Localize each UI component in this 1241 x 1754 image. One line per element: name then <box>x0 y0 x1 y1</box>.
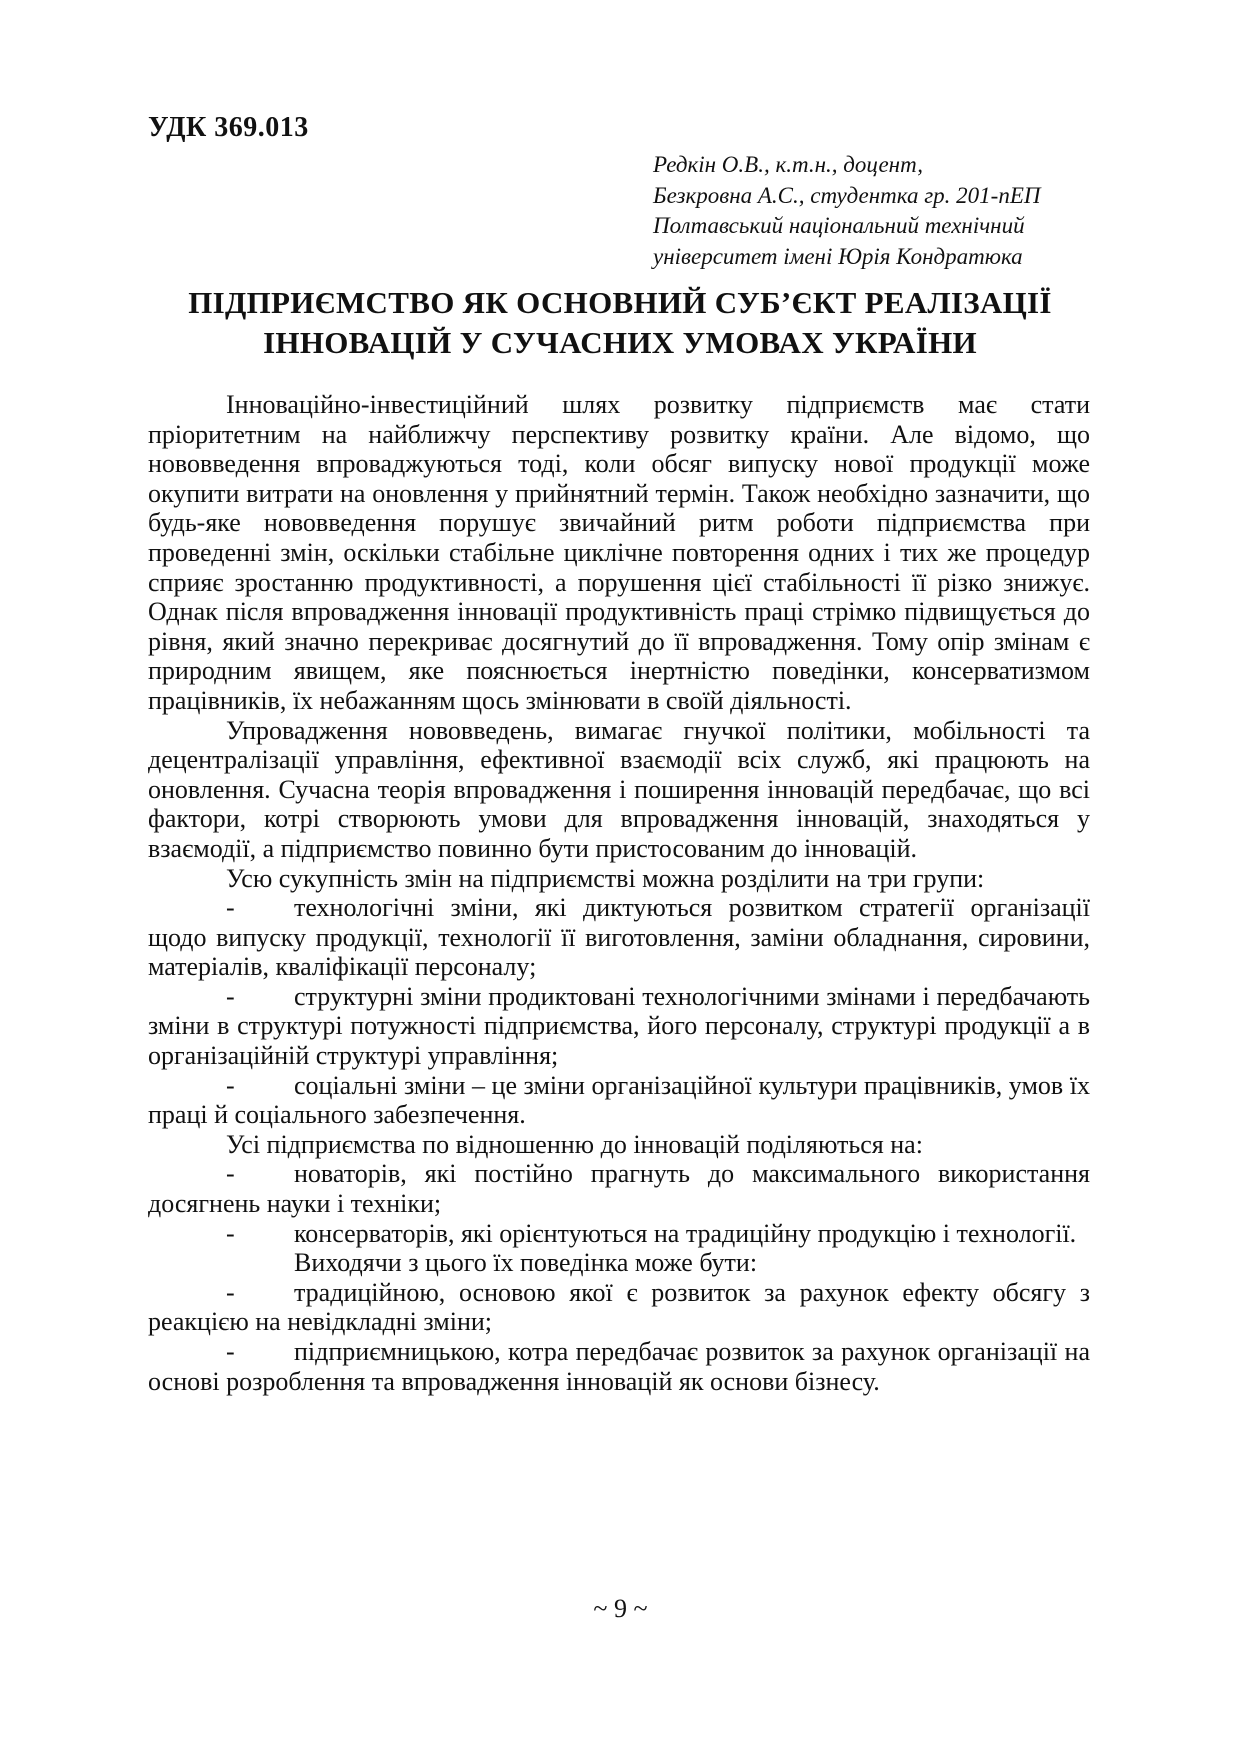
paragraph-1: Інноваційно-інвестиційний шлях розвитку підприємств має стати пріоритетним на найближчу перспективу розвитку країни. Але відомо, що нововведення впроваджуються тоді, коли обсяг випуску нової продукції може окупити витрати на оновлення у прийнятний термін. Також необхідно зазначити, що будь-яке нововведення порушує звичайний ритм роботи підприємства при проведенні змін, оскільки стабільне циклічне повторення одних і тих же процедур сприяє зростанню продуктивності, а порушення цієї стабільності її різко знижує. Однак після впровадження інновації продуктивність праці стрімко підвищується до рівня, який значно перекриває досягнутий до її впровадження. Тому опір змінам є природним явищем, яке пояснюється інертністю поведінки, консерватизмом працівників, їх небажанням щось змінювати в своїй діяльності. <box>148 390 1090 715</box>
paragraph-2: Упровадження нововведень, вимагає гнучкої політики, мобільності та децентралізації управління, ефективної взаємодії всіх служб, які працюють на оновлення. Сучасна теорія впровадження і поширення інновацій передбачає, що всі фактори, котрі створюють умови для впровадження інновацій, знаходяться у взаємодії, а підприємство повинно бути пристосованим до інновацій. <box>148 715 1090 863</box>
list-item-text: технологічні зміни, які диктуються розвитком стратегії організації щодо випуску продукції, технології її виготовлення, заміни обладнання, сировини, матеріалів, кваліфікації персоналу; <box>148 893 1090 982</box>
author-block <box>653 150 1041 272</box>
list-item <box>148 1071 1090 1130</box>
dash-marker: - <box>226 1218 235 1248</box>
paragraph-3: Усю сукупність змін на підприємстві можна розділити на три групи: <box>226 863 985 893</box>
author-line: Безкровна А.С., студентка гр. 201-пЕП <box>653 182 1041 208</box>
affiliation-line: університет імені Юрія Кондратюка <box>653 243 1023 269</box>
dash-marker: - <box>226 981 235 1011</box>
paragraph-5: Виходячи з цього їх поведінка може бути: <box>294 1248 758 1278</box>
list-item <box>148 893 1090 982</box>
list-item-text: новаторів, які постійно прагнуть до максимального використання досягнень науки і техніки; <box>148 1159 1090 1219</box>
dash-marker: - <box>226 1159 235 1189</box>
article-title <box>130 283 1110 363</box>
list-item-text: консерваторів, які орієнтуються на традиційну продукцію і технології. <box>294 1218 1077 1248</box>
dash-marker: - <box>226 1337 235 1366</box>
list-item <box>148 1159 1090 1218</box>
list-item <box>148 1337 1090 1396</box>
list-item <box>148 1219 1090 1249</box>
page-number: ~ 9 ~ <box>593 1594 648 1623</box>
dash-marker: - <box>226 1070 235 1100</box>
list-item-text: соціальні зміни – це зміни організаційної культури працівників, умов їх праці й соціального забезпечення. <box>148 1070 1090 1130</box>
dash-marker: - <box>226 893 235 923</box>
title-line-1: ПІДПРИЄМСТВО ЯК ОСНОВНИЙ СУБ’ЄКТ РЕАЛІЗАЦІЇ <box>188 285 1052 320</box>
list-item-text: підприємницькою, котра передбачає розвиток за рахунок організації на основі розроблення та впровадження інновацій як основи бізнесу. <box>148 1337 1090 1396</box>
dash-marker: - <box>226 1277 235 1307</box>
list-item-text: традиційною, основою якої є розвиток за рахунок ефекту обсягу з реакцією на невідкладні зміни; <box>148 1277 1090 1337</box>
title-line-2: ІННОВАЦІЙ У СУЧАСНИХ УМОВАХ УКРАЇНИ <box>263 325 977 360</box>
list-item <box>148 1278 1090 1337</box>
affiliation-line: Полтавський національний технічний <box>653 213 1025 238</box>
list-item <box>148 982 1090 1071</box>
paragraph-4: Усі підприємства по відношенню до інновацій поділяються на: <box>226 1129 923 1159</box>
udk-code: УДК 369.013 <box>148 112 309 143</box>
article-body <box>148 390 1090 1396</box>
list-item-text: структурні зміни продиктовані технологічними змінами і передбачають зміни в структурі потужності підприємства, його персоналу, структурі продукції а в організаційній структурі управління; <box>148 981 1090 1071</box>
author-line: Редкін О.В., к.т.н., доцент, <box>653 152 924 177</box>
